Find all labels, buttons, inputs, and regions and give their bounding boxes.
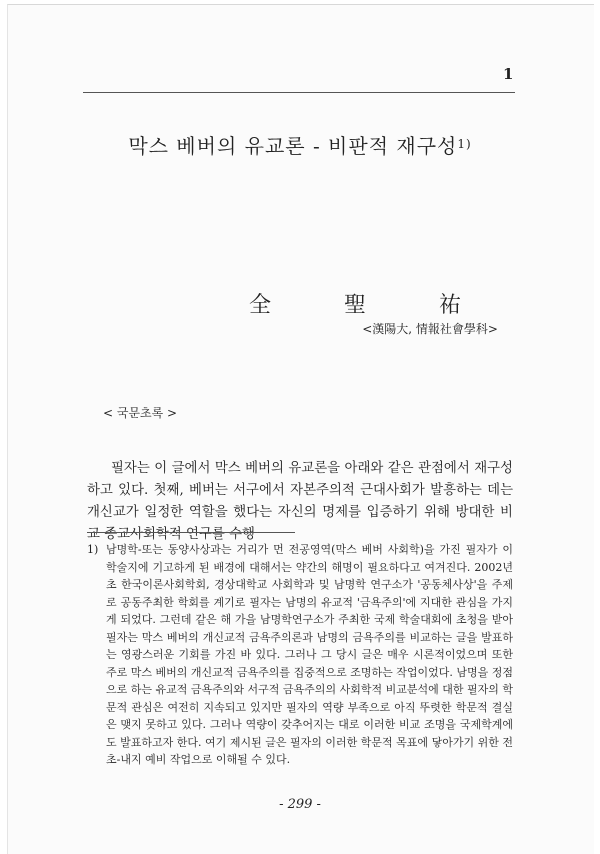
header-page-number: 1 [503,65,514,83]
author-name: 全 聖 祐 [249,293,494,318]
footer-page-number: - 299 - [279,797,321,812]
abstract-paragraph: 필자는 이 글에서 막스 베버의 유교론을 아래와 같은 관점에서 재구성하고 있다. 첫째, 베버는 서구에서 자본주의적 근대사회가 발흥하는 데는 개신교가 일정한 역할을 했다는 자신의 명제를 입증하기 위해 방대한 비교 종교사회학적 연구를 수행 [87,461,513,542]
abstract-heading: < 국문초록 > [103,406,178,420]
footnote-text: 남명학-또는 동양사상과는 거리가 먼 전공영역(막스 베버 사회학)을 가진 필자가 이 학술지에 기고하게 된 배경에 대해서는 약간의 해명이 필요하다고 여겨진다. 2002년 초 한국이론사회학회, 경상대학교 사회학과 및 남명학 연구소가 '공동체사상'을 주제로 공동주최한 학회를 계기로 필자는 남명의 유교적 '금욕주의'에 지대한 관심을 가지게 되었다. 그런데 같은 해 가을 남명학연구소가 주최한 국제 학술대회에 초청을 받아 필자는 막스 베버의 개신교적 금욕주의론과 남명의 금욕주의를 비교하는 글을 발표하는 영광스러운 기회를 가진 바 있다. 그러나 그 당시 글은 매우 시론적이었으며 또한 주로 막스 베버의 개신교적 금욕주의를 집중적으로 조명하는 작업이었다. 남명을 정점으로 하는 유교적 금욕주의와 서구적 금욕주의의 사회학적 비교분석에 대한 필자의 학문적 관심은 여전히 지속되고 있지만 필자의 역량 부족으로 아직 뚜렷한 학문적 결실은 맺지 못하고 있다. 그러나 역량이 갖추어지는 대로 이러한 비교 조명을 국제학계에도 발표하고자 한다. 여기 제시된 글은 필자의 이러한 학문적 목표에 닿아가기 위한 전초-내지 예비 작업으로 이해될 수 있다. [106,543,513,766]
title-text: 막스 베버의 유교론 - 비판적 재구성 [128,134,458,158]
footnote [87,541,513,769]
footnote-separator [87,532,295,533]
paper-title [0,130,600,159]
author-affiliation: <漢陽大, 情報社會學科> [362,322,498,336]
footnote-number: 1) [87,543,99,556]
title-footnote-mark: 1) [457,137,472,151]
header-rule [83,92,515,93]
